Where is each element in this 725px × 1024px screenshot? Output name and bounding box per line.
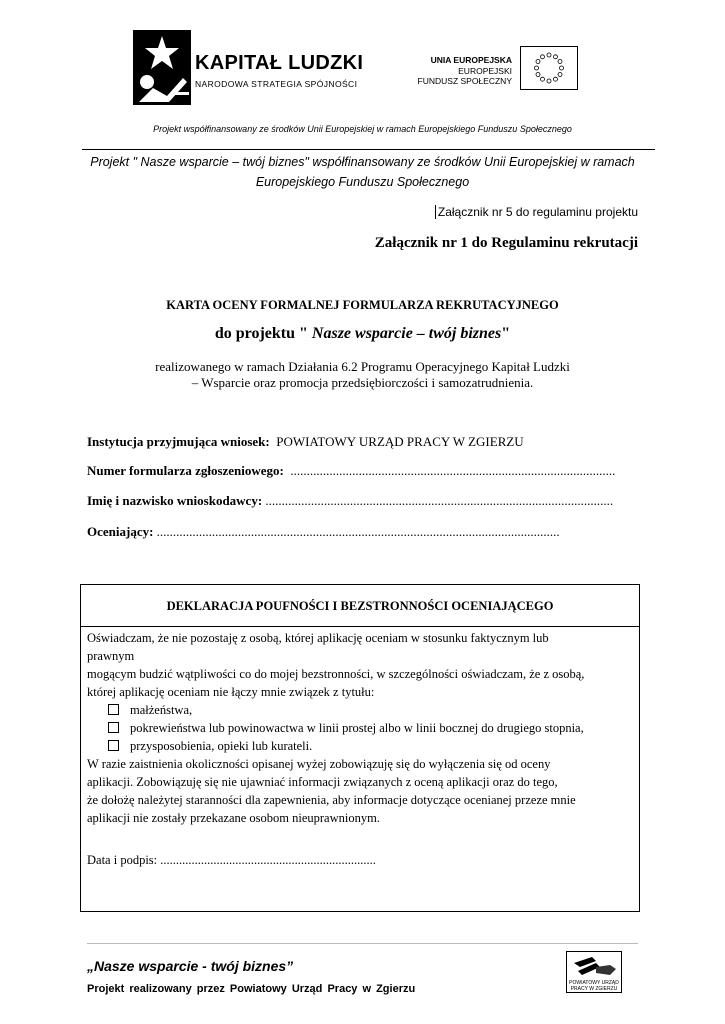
applicant-label: Imię i nazwisko wnioskodawcy:	[87, 493, 263, 508]
checkbox-icon[interactable]	[108, 722, 119, 733]
eu-line-2: EUROPEJSKI	[458, 65, 512, 76]
cofinanced-note: Projekt współfinansowany ze środków Unii Europejskiej w ramach Europejskiego Funduszu Społecznego	[153, 124, 572, 134]
declaration-line: Oświadczam, że nie pozostaję z osobą, której aplikację oceniam w stosunku faktycznym lub	[87, 631, 549, 645]
declaration-line: której aplikację oceniam nie łączy mnie związek z tytułu:	[87, 685, 375, 699]
option-marriage[interactable]	[87, 701, 637, 719]
footer-slogan: „Nasze wsparcie - twój biznes”	[87, 958, 294, 974]
institution-value: POWIATOWY URZĄD PRACY W ZGIERZU	[276, 434, 524, 449]
declaration-line: mogącym budzić wątpliwości co do mojej bezstronności, w szczególności oświadczam, że z osobą,	[87, 667, 585, 681]
eu-line-3: FUNDUSZ SPOŁECZNY	[417, 76, 512, 86]
declaration-line: aplikacji nie zostały przekazane osobom nieuprawnionym.	[87, 811, 380, 825]
form-number-label: Numer formularza zgłoszeniowego:	[87, 463, 284, 478]
realization-line-2: – Wsparcie oraz promocja przedsiębiorczości i samozatrudnienia.	[191, 375, 534, 390]
eu-flag-icon	[520, 46, 578, 90]
project-statement	[0, 152, 725, 192]
form-number-blank[interactable]: ....................................................................................................	[290, 463, 616, 478]
pup-logo-text: POWIATOWY URZĄD PRACY W ZGIERZU	[569, 980, 619, 992]
logo-title: KAPITAŁ LUDZKI	[195, 52, 364, 74]
logo-subtitle: NARODOWA STRATEGIA SPÓJNOŚCI	[195, 79, 358, 89]
option-label: pokrewieństwa lub powinowactwa w linii prostej albo w linii bocznej do drugiego stopnia,	[130, 721, 584, 735]
project-statement-line-1: Projekt " Nasze wsparcie – twój biznes" współfinansowany ze środków Unii Europejskiej w ramach	[90, 155, 635, 169]
project-name: Nasze wsparcie – twój biznes	[307, 325, 502, 342]
attachment-1-label: Załącznik nr 1 do Regulaminu rekrutacji	[374, 235, 638, 251]
realization-note	[0, 359, 725, 391]
evaluator-blank[interactable]: ............................................................................................................................	[156, 524, 560, 539]
option-adoption[interactable]	[87, 737, 637, 755]
evaluator-label: Oceniający:	[87, 524, 154, 539]
evaluator-field[interactable]	[87, 524, 560, 540]
option-label: przysposobienia, opieki lub kurateli.	[130, 739, 313, 753]
eu-text	[400, 55, 512, 87]
project-suffix: "	[501, 325, 511, 342]
checkbox-icon[interactable]	[108, 704, 119, 715]
date-signature-field[interactable]	[87, 853, 376, 868]
form-number-field[interactable]	[87, 463, 615, 479]
option-kinship[interactable]	[87, 719, 637, 737]
institution-label: Instytucja przyjmująca wniosek:	[87, 434, 270, 449]
project-prefix: do projektu "	[214, 325, 308, 342]
attachment-5-text: Załącznik nr 5 do regulaminu projektu	[435, 205, 638, 219]
project-title	[0, 325, 725, 343]
declaration-line: W razie zaistnienia okoliczności opisanej wyżej zobowiązuję się do wyłączenia się od oceny	[87, 757, 551, 771]
attachment-5-label	[435, 205, 638, 219]
applicant-field[interactable]	[87, 493, 613, 509]
declaration-heading: DEKLARACJA POUFNOŚCI I BEZSTRONNOŚCI OCENIAJĄCEGO	[81, 585, 639, 627]
footer-divider	[87, 943, 638, 944]
applicant-blank[interactable]: ...........................................................................................................	[265, 493, 614, 508]
date-signature-label: Data i podpis:	[87, 853, 158, 867]
realization-line-1: realizowanego w ramach Działania 6.2 Programu Operacyjnego Kapitał Ludzki	[155, 359, 570, 374]
declaration-line: że dołożę należytej staranności dla zapewnienia, aby informacje dotyczące ocenianej przeze mnie	[87, 793, 576, 807]
date-signature-blank[interactable]: .....................................................................	[160, 853, 376, 867]
eu-line-1: UNIA EUROPEJSKA	[430, 55, 512, 65]
project-statement-line-2: Europejskiego Funduszu Społecznego	[255, 175, 470, 189]
declaration-line: aplikacji. Zobowiązuję się nie ujawniać informacji związanych z oceną aplikacji oraz do tego,	[87, 775, 558, 789]
footer-realized-by: Projekt realizowany przez Powiatowy Urząd Pracy w Zgierzu	[87, 983, 416, 995]
declaration-body	[87, 629, 637, 827]
option-label: małżeństwa,	[130, 703, 193, 717]
document-title: KARTA OCENY FORMALNEJ FORMULARZA REKRUTACYJNEGO	[166, 298, 559, 312]
checkbox-icon[interactable]	[108, 740, 119, 751]
declaration-line: prawnym	[87, 649, 135, 663]
institution-field	[87, 434, 524, 450]
header-divider	[82, 149, 655, 150]
